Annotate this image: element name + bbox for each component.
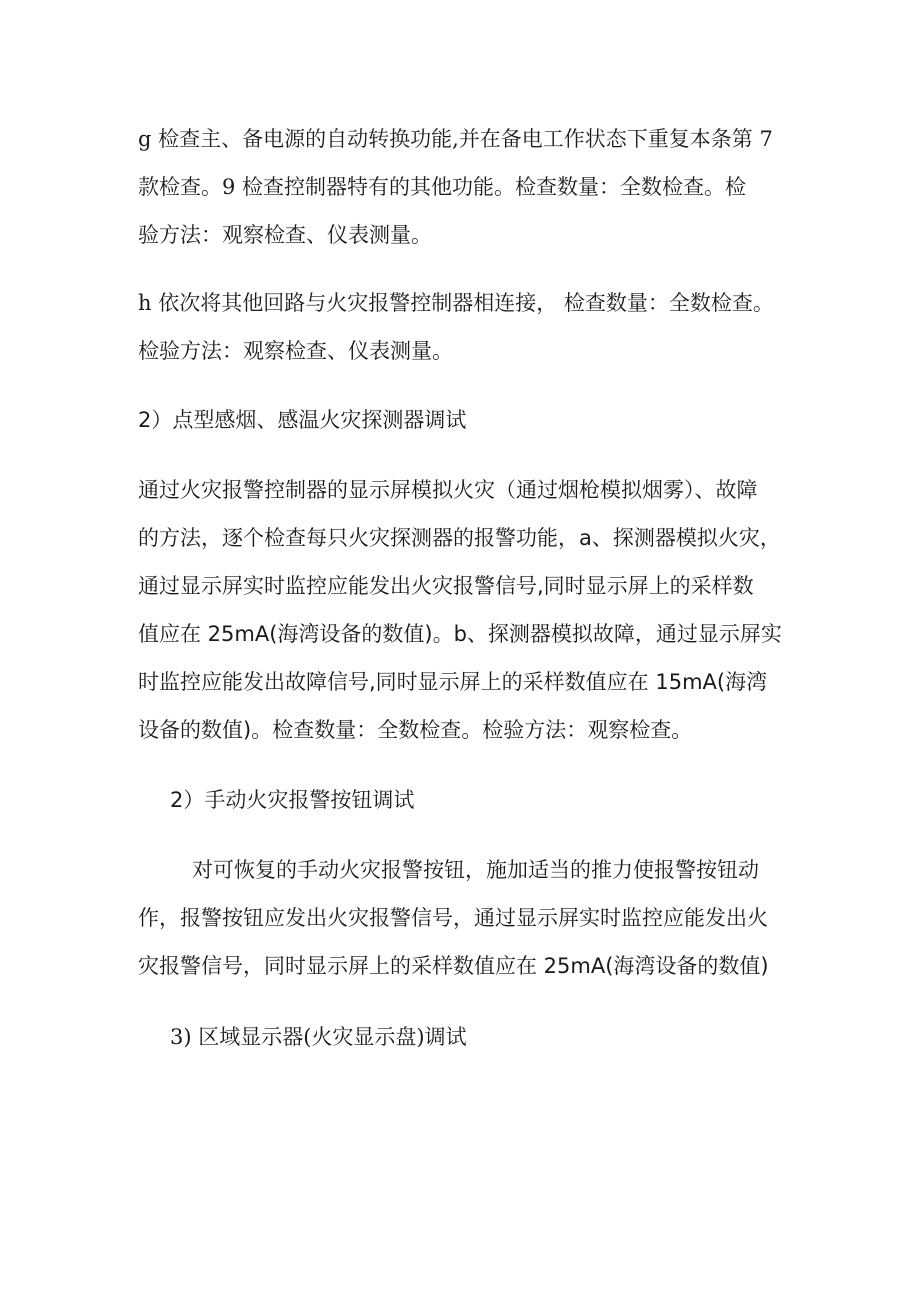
text-line: 灾报警信号，同时显示屏上的采样数值应在 25mA(海湾设备的数值): [138, 954, 769, 978]
text-line: g 检查主、备电源的自动转换功能,并在备电工作状态下重复本条第 7: [138, 127, 773, 151]
section-heading-detector-test: [138, 396, 798, 444]
text-line: 对可恢复的手动火灾报警按钮，施加适当的推力使报警按钮动: [192, 858, 759, 882]
text-line: 值应在 25mA(海湾设备的数值)。b、探测器模拟故障，通过显示屏实: [138, 622, 782, 646]
text-line: 作，报警按钮应发出火灾报警信号，通过显示屏实时监控应能发出火: [138, 906, 768, 930]
text-line: 通过显示屏实时监控应能发出火灾报警信号,同时显示屏上的采样数: [138, 574, 754, 598]
text-line: h 依次将其他回路与火灾报警控制器相连接， 检查数量：全数检查。: [138, 291, 774, 315]
text-line: 的方法，逐个检查每只火灾探测器的报警功能，a、探测器模拟火灾，: [138, 526, 781, 550]
paragraph-manual-button-procedure: [138, 846, 798, 990]
section-heading-zone-display-test: [170, 1013, 830, 1061]
paragraph-h-loop-connection: [138, 279, 798, 375]
text-line: 设备的数值)。检查数量：全数检查。检验方法：观察检查。: [138, 718, 693, 742]
paragraph-detector-procedure: [138, 466, 798, 754]
text-line: 时监控应能发出故障信号,同时显示屏上的采样数值应在 15mA(海湾: [138, 670, 768, 694]
text-line: 2）点型感烟、感温火灾探测器调试: [138, 408, 467, 432]
text-line: 检验方法：观察检查、仪表测量。: [138, 339, 453, 363]
text-line: 验方法：观察检查、仪表测量。: [138, 223, 432, 247]
text-line: 3) 区域显示器(火灾显示盘)调试: [170, 1025, 467, 1049]
paragraph-g-power-switch-check: [138, 115, 798, 259]
section-heading-manual-button-test: [170, 776, 830, 824]
text-line: 款检查。9 检查控制器特有的其他功能。检查数量：全数检查。检: [138, 175, 747, 199]
text-line: 通过火灾报警控制器的显示屏模拟火灾（通过烟枪模拟烟雾）、故障: [138, 478, 758, 502]
text-line: 2）手动火灾报警按钮调试: [170, 788, 415, 812]
